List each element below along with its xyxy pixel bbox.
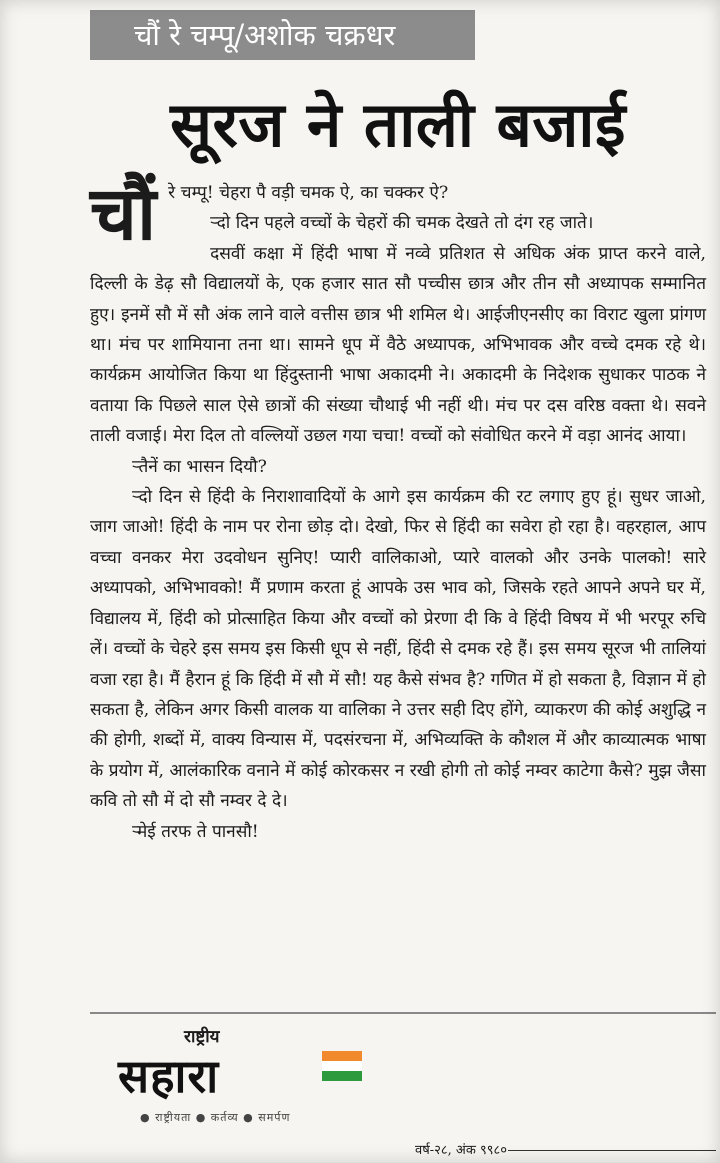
headline: सूरज ने ताली बजाई xyxy=(170,88,626,161)
article-paragraph: ऱ्दो दिन पहले वच्चों के चेहरों की चमक देखते तो दंग रह जाते। xyxy=(210,213,594,234)
newspaper-logo-top: राष्ट्रीय xyxy=(184,1027,220,1047)
article-paragraph: ऱ्मेई तरफ ते पानसौ! xyxy=(132,821,259,842)
column-banner xyxy=(90,10,475,60)
footer-divider xyxy=(90,1012,716,1014)
dateline-rule xyxy=(508,1150,716,1151)
newspaper-logo: सहारा xyxy=(118,1049,220,1103)
article-paragraph: दसवीं कक्षा में हिंदी भाषा में नव्वे प्रतिशत से अधिक अंक प्राप्त करने वाले, दिल्ली के डेढ़ सौ विद्यालयों के, एक हजार सात सौ पच्चीस छात्र और तीन सौ अध्यापक सम्मानित हुए। इनमें सौ में सौ अंक लाने वाले वत्तीस छात्र भी शमिल थे। आईजीएनसीए का विराट खुला प्रांगण था। मंच पर शामियाना तना था। सामने धूप में वैठे अध्यापक, अभिभावक और वच्चे दमक रहे थे। कार्यक्रम आयोजित किया था हिंदुस्तानी भाषा अकादमी ने। अकादमी के निदेशक सुधाकर पाठक ने वताया कि पिछले साल ऐसे छात्रों की संख्या चौथाई भी नहीं थी। मंच पर दस वरिष्ठ वक्ता थे। सवने ताली वजाई। मेरा दिल तो वल्लियों उछल गया चचा! वच्चों को संवोधित करने में वड़ा आनंद आया। xyxy=(90,243,706,447)
column-title: चौं रे चम्पू/अशोक चक्रधर xyxy=(134,18,396,52)
article-paragraph: ऱ्तैनें का भासन दियौ? xyxy=(132,456,267,477)
article-paragraph: ऱ्दो दिन से हिंदी के निराशावादियों के आगे इस कार्यक्रम की रट लगाए हुए हूं। सुधर जाओ, जाग जाओ! हिंदी के नाम पर रोना छोड़ दो। देखो, फिर से हिंदी का सवेरा हो रहा है। वहरहाल, आप वच्चा वनकर मेरा उदवोधन सुनिए! प्यारी वालिकाओ, प्यारे वालको और उनके पालको! सारे अध्यापको, अभिभावको! मैं प्रणाम करता हूं आपके उस भाव को, जिसके रहते आपने अपने घर में, विद्यालय में, हिंदी को प्रोत्साहित किया और वच्चों को प्रेरणा दी कि वे हिंदी विषय में भी भरपूर रुचि लें। वच्चों के चेहरे इस समय इस किसी धूप से नहीं, हिंदी से दमक रहे हैं। इस समय सूरज भी तालियां वजा रहा है। मैं हैरान हूं कि हिंदी में सौ में सौ! यह कैसे संभव है? गणित में हो सकता है, विज्ञान में हो सकता है, लेकिन अगर किसी वालक या वालिका ने उत्तर सही दिए होंगे, व्याकरण की कोई अशुद्धि न की होगी, शब्दों में, वाक्य विन्यास में, पदसंरचना में, अभिव्यक्ति के कौशल में और काव्यात्मक भाषा के प्रयोग में, आलंकारिक वनाने में कोई कोरकसर न रखी होगी तो कोई नम्वर काटेगा कैसे? मुझ जैसा कवि तो सौ में दो सौ नम्वर दे दे। xyxy=(90,487,706,812)
newspaper-tagline: ● राष्ट्रीयता ● कर्तव्य ● समर्पण xyxy=(140,1111,291,1124)
flag-icon xyxy=(322,1051,362,1081)
drop-cap: चौं xyxy=(90,171,157,257)
article-body xyxy=(90,171,706,847)
article-paragraph: रे चम्पू! चेहरा पै वड़ी चमक ऐ, का चक्कर ऐ? xyxy=(168,183,449,203)
issue-dateline: वर्ष-२८, अंक ९९८० xyxy=(415,1143,508,1158)
